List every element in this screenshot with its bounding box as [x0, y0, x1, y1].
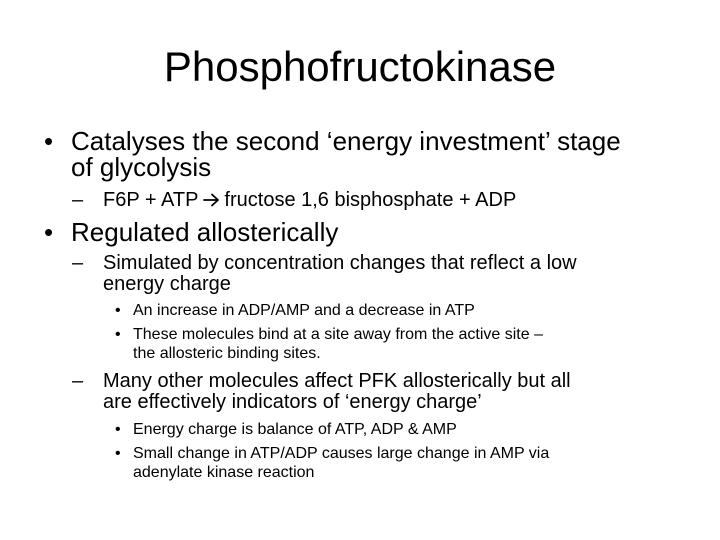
bullet-text: Catalyses the second ‘energy investment’ stage — [71, 126, 621, 156]
sub-bullet-marker: – — [72, 189, 84, 211]
sub-sub-bullet-marker: • — [115, 421, 121, 438]
sub-bullet-text: Many other molecules affect PFK allosterically but all — [103, 370, 571, 392]
sub-bullet-text-continued: energy charge — [103, 273, 231, 295]
bullet-text: Regulated allosterically — [71, 217, 339, 247]
bullet-marker: • — [44, 217, 54, 247]
reaction-products: fructose 1,6 bisphosphate + ADP — [224, 189, 517, 211]
sub-bullet-text-continued: are effectively indicators of ‘energy charge’ — [103, 391, 482, 413]
sub-bullet-text: Simulated by concentration changes that reflect a low — [103, 252, 577, 274]
sub-sub-bullet-marker: • — [115, 302, 121, 319]
bullet-text-continued: of glycolysis — [71, 152, 212, 182]
sub-sub-bullet-marker: • — [115, 445, 121, 462]
sub-sub-bullet-text: Small change in ATP/ADP causes large change in AMP via — [133, 445, 550, 462]
slide-title: Phosphofructokinase — [163, 43, 557, 90]
sub-bullet-marker: – — [72, 370, 84, 392]
sub-sub-bullet-text-continued: the allosteric binding sites. — [133, 345, 321, 362]
arrow-right-icon — [203, 191, 220, 212]
sub-sub-bullet-text: An increase in ADP/AMP and a decrease in ATP — [133, 302, 475, 319]
reaction-reactants: F6P + ATP — [103, 189, 199, 211]
sub-sub-bullet-marker: • — [115, 326, 121, 343]
sub-bullet-marker: – — [72, 252, 84, 274]
bullet-marker: • — [44, 126, 54, 156]
sub-sub-bullet-text-continued: adenylate kinase reaction — [133, 464, 315, 481]
reaction-equation — [103, 190, 516, 212]
sub-sub-bullet-text: These molecules bind at a site away from the active site – — [133, 326, 543, 343]
sub-sub-bullet-text: Energy charge is balance of ATP, ADP & AMP — [133, 421, 457, 438]
